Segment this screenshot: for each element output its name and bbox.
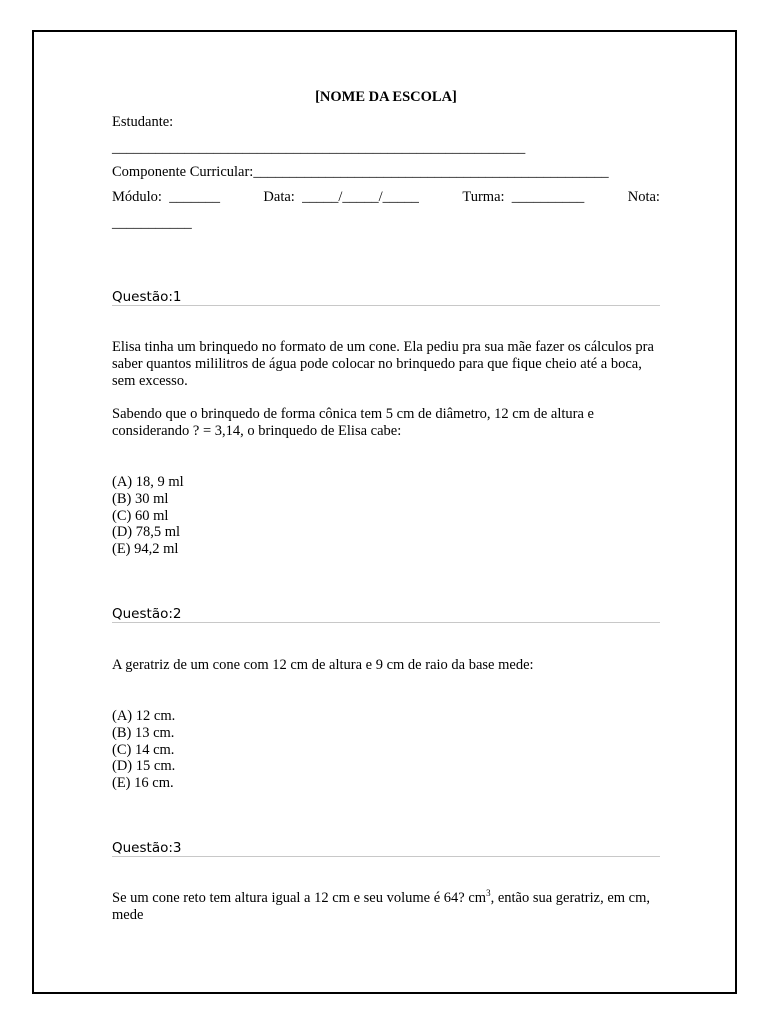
question-2-options [112,708,660,792]
option-e: (E) 16 cm. [112,775,174,792]
question-1-text-2: Sabendo que o brinquedo de forma cônica tem 5 cm de diâmetro, 12 cm de altura e considerando ? = 3,14, o brinquedo de Elisa cabe: [112,406,594,439]
component-row [112,164,609,181]
option-d: (D) 78,5 ml [112,524,181,541]
question-1-title: Questão:1 [112,289,660,306]
grade-label: Nota: [627,189,660,205]
question-2-text: A geratriz de um cone com 12 cm de altura e 9 cm de raio da base mede: [112,657,534,673]
question-1-options [112,474,660,558]
option-c: (C) 14 cm. [112,741,175,758]
question-3-text-end: , então sua geratriz, em cm, mede [112,890,650,923]
component-line: _________________________________________________ [253,164,609,180]
question-3-title: Questão:3 [112,840,660,857]
class-field: Turma: __________ [462,189,585,205]
question-1-text: Elisa tinha um brinquedo no formato de um cone. Ela pediu pra sua mãe fazer os cálculos pra saber quantos mililitros de água pode colocar no brinquedo para que fique cheio até a boca, sem excesso. [112,339,654,389]
document-page [32,30,737,994]
student-label: Estudante: [112,114,174,130]
cubic-superscript: 3 [486,888,491,899]
grade-line: ___________ [112,215,192,231]
option-d: (D) 15 cm. [112,758,176,775]
date-field: Data: _____/_____/_____ [263,189,419,205]
module-field: Módulo: _______ [112,189,220,205]
question-3-text [112,890,660,924]
student-name-line: _________________________________________________________ [112,140,526,156]
option-e: (E) 94,2 ml [112,541,179,558]
question-2-title: Questão:2 [112,606,660,623]
option-b: (B) 13 cm. [112,724,175,741]
option-b: (B) 30 ml [112,490,169,507]
school-name: [NOME DA ESCOLA] [315,89,457,105]
option-a: (A) 12 cm. [112,708,176,724]
question-3-text-start: Se um cone reto tem altura igual a 12 cm e seu volume é 64? cm [112,890,487,906]
option-a: (A) 18, 9 ml [112,474,184,490]
option-c: (C) 60 ml [112,507,169,524]
info-row [112,189,660,206]
component-label: Componente Curricular: [112,164,254,180]
